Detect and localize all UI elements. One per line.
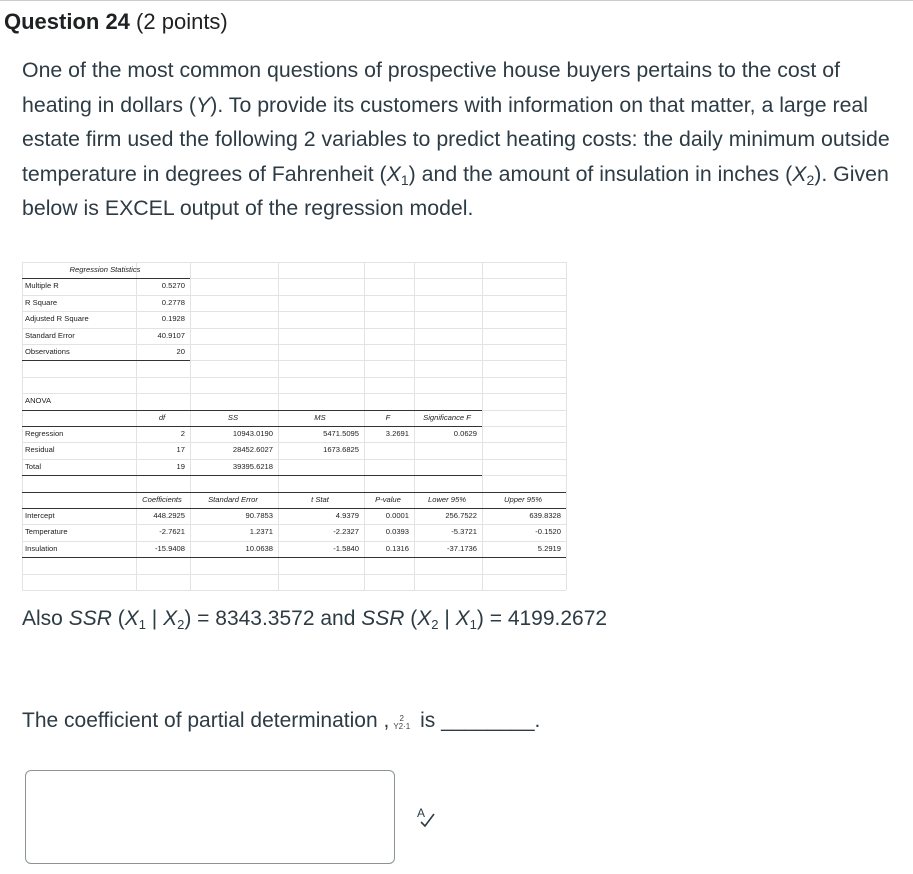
ssr2-sub2: 2 xyxy=(431,617,439,632)
coef-header: Upper 95% xyxy=(504,494,542,504)
anova-header-border xyxy=(22,426,482,427)
coef-tstat: -2.2327 xyxy=(333,527,359,537)
grid-hline xyxy=(22,377,566,378)
coef-value: -15.9408 xyxy=(155,543,185,553)
regstats-bottom-border xyxy=(22,360,190,361)
coef-lower95: -5.3721 xyxy=(451,527,477,537)
coef-value: 448.2925 xyxy=(153,511,185,520)
coef-lower95: 256.7522 xyxy=(445,511,477,520)
anova-sig: 0.0629 xyxy=(453,429,477,438)
anova-title: ANOVA xyxy=(25,396,52,406)
coef-pvalue: 0.0001 xyxy=(385,511,409,520)
ssr-statement: Also SSR ($X_1$ | $X_2) = 8343.3572$ and SSR ($X_2$ | $X_1) = 4199.2672$ xyxy=(22,607,608,632)
ssr-value-2: = 4199.2672 xyxy=(483,607,608,630)
anova-row-label: Residual xyxy=(25,445,55,455)
spellcheck-icon[interactable] xyxy=(414,805,438,829)
anova-ms: 5471.5095 xyxy=(323,429,359,438)
anova-ss: 10943.0190 xyxy=(232,429,273,438)
var-y: Y xyxy=(196,92,211,117)
grid-hline xyxy=(22,393,566,394)
ssr1-sub2: 2 xyxy=(177,617,185,632)
anova-df: 2 xyxy=(180,429,185,438)
anova-ss: 28452.6027 xyxy=(232,445,273,455)
prompt-text-1: One of the most common questions of prospective house buyers pertains to the cost of heating in dollars ( xyxy=(22,58,841,117)
anova-header: df xyxy=(158,412,166,422)
anova-row-label: Regression xyxy=(25,429,64,438)
excel-regression-output xyxy=(22,262,566,590)
symbol-sup: 2 xyxy=(399,714,404,723)
and-text: and xyxy=(314,607,362,630)
regstat-label: Multiple R xyxy=(25,281,59,291)
anova-header: F xyxy=(385,412,391,422)
anova-top-border xyxy=(22,410,482,411)
grid-hline xyxy=(22,574,566,575)
regstat-value: 0.1928 xyxy=(161,314,185,324)
coef-tstat: 4.9379 xyxy=(335,511,359,520)
question-header xyxy=(4,8,228,36)
svg-text:A: A xyxy=(417,806,426,820)
coef-upper95: 639.8328 xyxy=(529,511,561,520)
regstat-label: R Square xyxy=(25,297,58,307)
grid-hline xyxy=(22,295,566,296)
question-prompt xyxy=(22,53,902,226)
grid-hline xyxy=(22,442,566,443)
regstats-title: Regression Statistics xyxy=(69,265,141,274)
grid-hline xyxy=(22,459,566,460)
also-lead: Also xyxy=(22,607,69,630)
ssr1-x1: X xyxy=(124,607,139,630)
coef-header: Coefficients xyxy=(142,494,182,504)
coef-text-after: is ________. xyxy=(414,709,541,732)
sub-1: 1 xyxy=(400,171,409,188)
anova-df: 19 xyxy=(176,461,185,471)
question-points: (2 points) xyxy=(136,9,228,34)
var-x1: X xyxy=(386,161,401,186)
regstat-label: Standard Error xyxy=(25,330,75,340)
ssr2-sub1: 1 xyxy=(469,617,477,632)
ssr-label-2: SSR xyxy=(361,607,405,630)
ssr-value-1: = 8343.3572 xyxy=(191,607,315,630)
anova-f: 3.2691 xyxy=(385,429,409,438)
regstat-label: Adjusted R Square xyxy=(25,314,89,324)
coef-se: 10.0638 xyxy=(245,543,273,553)
anova-ms: 1673.6825 xyxy=(323,445,359,455)
partial-determination-question xyxy=(22,706,540,736)
grid-hline xyxy=(22,524,566,525)
coef-header: P-value xyxy=(375,494,401,504)
coef-text-before: The coefficient of partial determination , xyxy=(22,709,390,732)
anova-bottom-border xyxy=(22,475,482,476)
anova-df: 17 xyxy=(176,445,185,455)
prompt-text-2: ). To provide its customers with information on that matter, a large real estate firm used the following 2 variables to predict heating costs: the daily minimum outside temperature in degrees of Fahrenheit ( xyxy=(22,92,890,186)
ssr2-x1: X xyxy=(455,607,470,630)
coef-value: -2.7621 xyxy=(159,527,185,537)
coef-lower95: -37.1736 xyxy=(447,543,477,553)
coef-header-border xyxy=(22,508,566,509)
regstat-label: Observations xyxy=(25,347,70,356)
regstat-value: 20 xyxy=(176,347,185,356)
r-squared-symbol xyxy=(393,715,410,731)
coef-pvalue: 0.0393 xyxy=(385,527,409,537)
prompt-text-3: ) and the amount of insulation in inches ( xyxy=(408,161,793,186)
coef-top-border xyxy=(22,492,566,493)
coef-row-label: Intercept xyxy=(25,511,55,520)
anova-header: MS xyxy=(314,412,326,422)
question-number: Question 24 xyxy=(4,9,130,34)
prompt-text-4: ). Given below is EXCEL output of the regression model. xyxy=(22,161,889,220)
coef-header: Lower 95% xyxy=(428,494,466,504)
grid-vline xyxy=(566,262,567,590)
regstat-value: 0.5270 xyxy=(161,281,185,291)
ssr2-x2: X xyxy=(417,607,432,630)
regstats-top-border xyxy=(22,278,190,279)
coef-row-label: Insulation xyxy=(25,543,58,553)
var-x2: X xyxy=(792,161,807,186)
ssr1-x2: X xyxy=(163,607,178,630)
coef-upper95: 5.2919 xyxy=(537,543,561,553)
grid-hline xyxy=(22,328,566,329)
anova-header: Significance F xyxy=(423,412,471,422)
coef-row-label: Temperature xyxy=(25,527,68,537)
ssr1-sub1: 1 xyxy=(138,617,146,632)
grid-hline xyxy=(22,590,566,591)
sub-2: 2 xyxy=(806,171,815,188)
coef-header: Standard Error xyxy=(208,494,258,504)
anova-ss: 39395.6218 xyxy=(232,461,273,471)
coef-tstat: -1.5840 xyxy=(333,543,359,553)
anova-row-label: Total xyxy=(25,461,42,471)
top-divider xyxy=(0,0,913,1)
grid-hline xyxy=(22,344,566,345)
coef-upper95: -0.1520 xyxy=(535,527,561,537)
answer-input[interactable] xyxy=(25,770,395,864)
regstat-value: 40.9107 xyxy=(157,330,185,340)
coef-pvalue: 0.1316 xyxy=(385,543,409,553)
coef-se: 1.2371 xyxy=(249,527,273,537)
symbol-sub: Y2·1 xyxy=(393,722,411,731)
coef-bottom-border xyxy=(22,557,566,558)
anova-header: SS xyxy=(227,412,239,422)
ssr-label-1: SSR xyxy=(68,607,112,630)
coef-header: t Stat xyxy=(311,494,329,504)
grid-hline xyxy=(22,262,566,263)
grid-hline xyxy=(22,311,566,312)
grid-hline xyxy=(22,541,566,542)
regstat-value: 0.2778 xyxy=(161,297,185,307)
coef-se: 90.7853 xyxy=(245,511,273,520)
